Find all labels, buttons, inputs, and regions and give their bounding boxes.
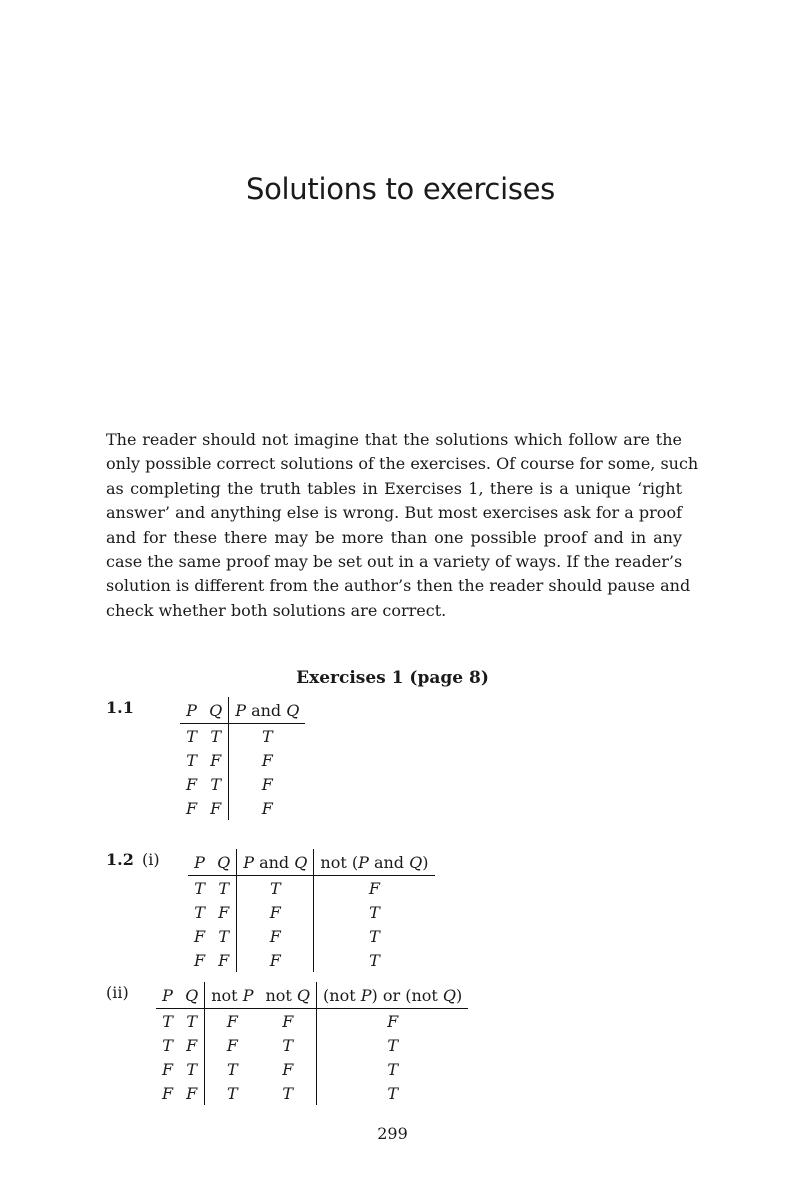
table-cell: T [186, 1059, 197, 1079]
intro-line: answer’ and anything else is wrong. But most exercises ask for a proof [106, 503, 682, 523]
truth-table-1-2-ii [156, 982, 468, 1105]
intro-line: check whether both solutions are correct. [106, 600, 447, 620]
table-cell: T [194, 902, 205, 922]
page-title: Solutions to exercises [246, 172, 555, 206]
table-cell: F [162, 1059, 174, 1079]
table-cell: T [205, 1057, 260, 1081]
section-heading: Exercises 1 (page 8) [296, 668, 489, 688]
column-header: Q [211, 849, 237, 876]
intro-line: only possible correct solutions of the exercises. Of course for some, such [106, 454, 699, 474]
table-cell: F [237, 924, 314, 948]
table-cell: F [218, 902, 230, 922]
table-cell: F [317, 1009, 469, 1034]
table-cell: F [229, 772, 306, 796]
column-header: not (P and Q) [314, 849, 435, 876]
table-cell: F [194, 950, 206, 970]
table-cell: F [218, 950, 230, 970]
table-cell: T [205, 1081, 260, 1105]
intro-paragraph [106, 428, 699, 623]
table-row [180, 796, 305, 820]
table-row [188, 948, 435, 972]
table-row [188, 900, 435, 924]
exercise-label-1-1: 1.1 [106, 698, 134, 717]
table-cell: T [237, 876, 314, 901]
truth-table-1-1 [180, 697, 305, 820]
page-number: 299 [377, 1124, 408, 1143]
column-header: not P [205, 982, 260, 1009]
table-cell: T [162, 1011, 173, 1031]
table-cell: F [205, 1009, 260, 1034]
table-cell: T [317, 1057, 469, 1081]
exercise-sublabel-ii: (ii) [106, 983, 129, 1002]
table-cell: T [314, 948, 435, 972]
table-cell: T [314, 924, 435, 948]
table-cell: T [186, 726, 197, 746]
table-cell: T [317, 1081, 469, 1105]
table-cell: F [282, 1059, 294, 1079]
column-header: not Q [259, 982, 316, 1009]
table-cell: T [317, 1033, 469, 1057]
table-cell: T [186, 750, 197, 770]
table-cell: F [229, 796, 306, 820]
column-header: P [188, 849, 211, 876]
table-cell: F [186, 1083, 198, 1103]
table-cell: F [210, 750, 222, 770]
exercise-label-1-2: 1.2 [106, 850, 134, 869]
intro-line: The reader should not imagine that the solutions which follow are the [106, 430, 682, 449]
column-header: P [180, 697, 203, 724]
table-cell: T [210, 726, 221, 746]
table-cell: T [229, 724, 306, 749]
table-cell: F [186, 1035, 198, 1055]
table-cell: T [218, 926, 229, 946]
column-header: Q [179, 982, 205, 1009]
truth-table-1-2-i [188, 849, 435, 972]
table-row [180, 772, 305, 796]
table-row [156, 1009, 468, 1034]
table-cell: F [210, 798, 222, 818]
table-cell: F [205, 1033, 260, 1057]
intro-line: solution is different from the author’s then the reader should pause and [106, 576, 691, 596]
table-row [156, 1057, 468, 1081]
table-cell: T [162, 1035, 173, 1055]
table-cell: F [282, 1011, 294, 1031]
table-cell: T [194, 878, 205, 898]
table-row [188, 924, 435, 948]
exercise-sublabel-i: (i) [142, 850, 160, 869]
table-row [156, 1033, 468, 1057]
column-header: P and Q [237, 849, 314, 876]
table-cell: F [162, 1083, 174, 1103]
table-row [180, 748, 305, 772]
table-cell: T [314, 900, 435, 924]
intro-line: and for these there may be more than one possible proof and in any [106, 527, 682, 547]
table-cell: F [229, 748, 306, 772]
table-row [180, 724, 305, 749]
table-cell: F [314, 876, 435, 901]
table-cell: F [186, 774, 198, 794]
table-cell: F [237, 900, 314, 924]
column-header: (not P) or (not Q) [317, 982, 469, 1009]
table-cell: T [282, 1083, 294, 1103]
column-header: P and Q [229, 697, 306, 724]
column-header: P [156, 982, 179, 1009]
table-cell: T [218, 878, 229, 898]
table-row [188, 876, 435, 901]
table-cell: F [237, 948, 314, 972]
intro-line: case the same proof may be set out in a variety of ways. If the reader’s [106, 552, 683, 572]
table-cell: F [194, 926, 206, 946]
table-cell: T [282, 1035, 294, 1055]
table-cell: F [186, 798, 198, 818]
table-cell: T [210, 774, 221, 794]
intro-line: as completing the truth tables in Exercises 1, there is a unique ‘right [106, 478, 682, 498]
column-header: Q [203, 697, 229, 724]
table-row [156, 1081, 468, 1105]
table-cell: T [186, 1011, 197, 1031]
